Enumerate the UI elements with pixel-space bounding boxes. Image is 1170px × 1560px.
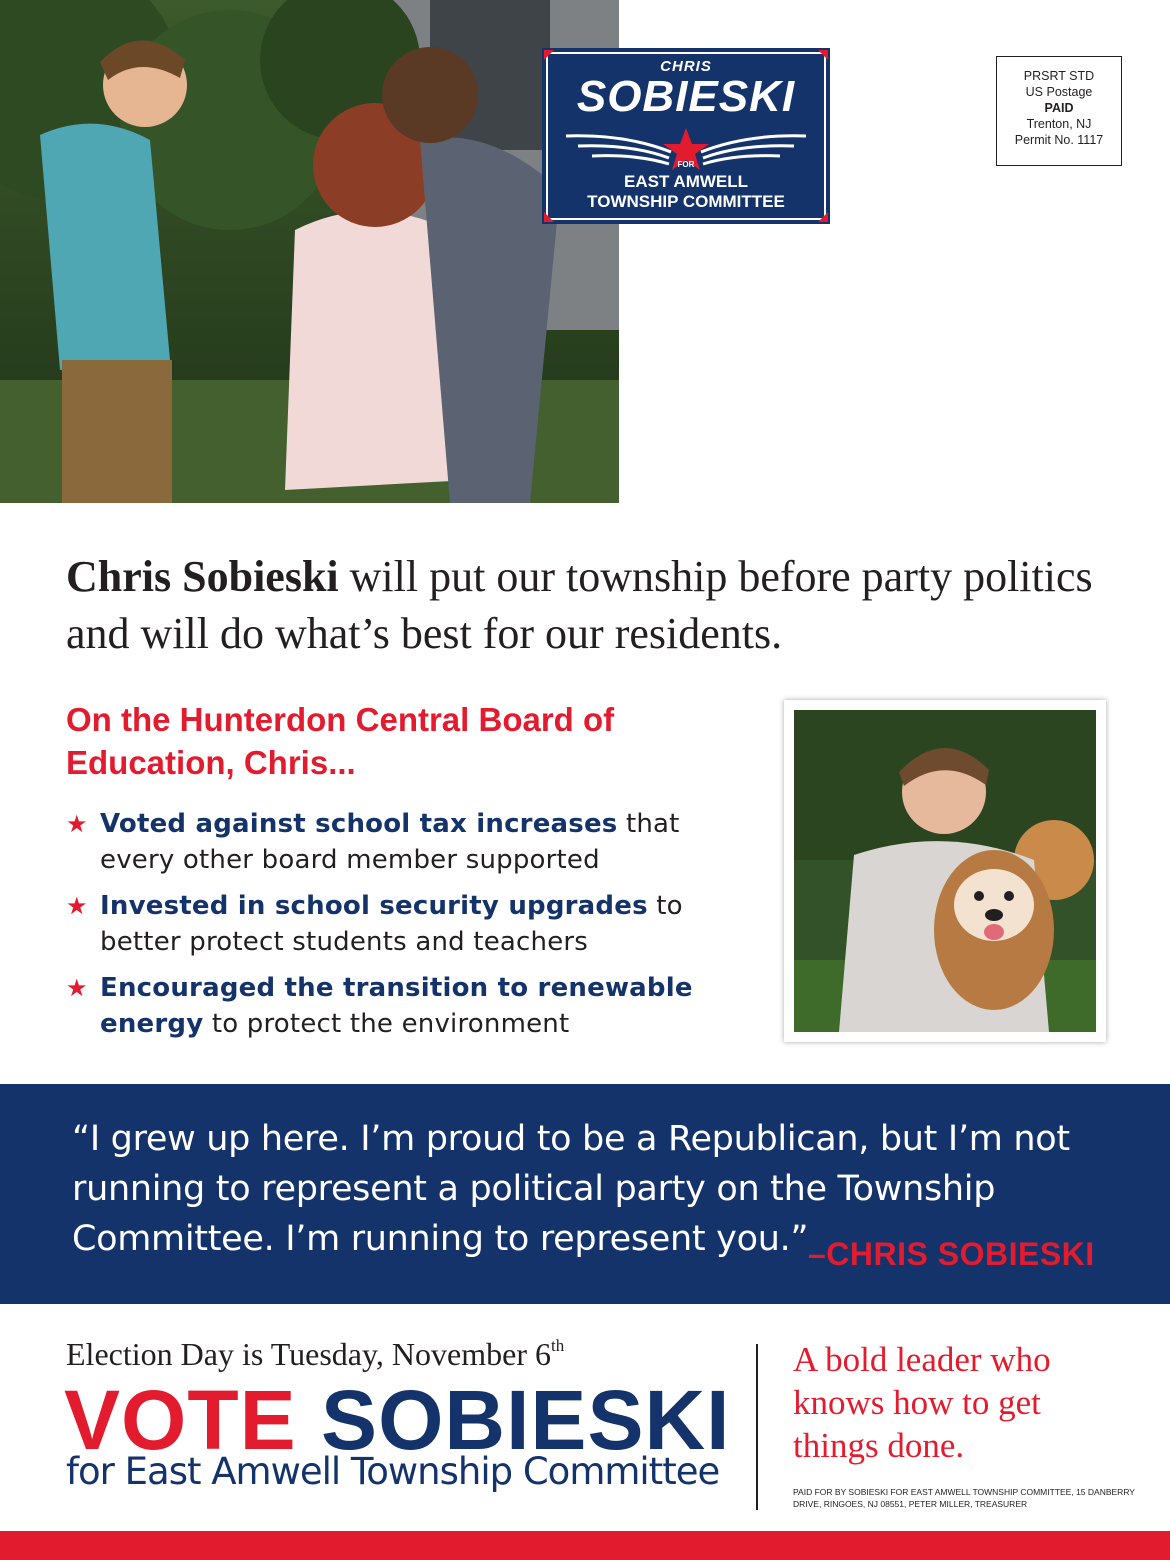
indicia-line1: PRSRT STD xyxy=(1023,69,1095,83)
quote-text: “I grew up here. I’m proud to be a Republican, but I’m not running to represent a political party on the Township Committee. I’m running to represent you.” xyxy=(72,1119,1070,1259)
list-item xyxy=(66,970,746,1042)
indicia-line3: PAID xyxy=(1044,101,1074,115)
headline xyxy=(66,548,1136,662)
indicia-line2: US Postage xyxy=(1025,85,1093,99)
hero-photo xyxy=(0,0,619,503)
logo-first-name: CHRIS xyxy=(660,58,712,75)
vote-name: SOBIESKI xyxy=(321,1373,731,1467)
star-icon: ★ xyxy=(66,892,88,920)
star-icon: ★ xyxy=(66,974,88,1002)
accomplishment-list xyxy=(66,806,746,1052)
logo-last-name: SOBIESKI xyxy=(576,72,796,121)
logo-for: FOR xyxy=(677,160,695,169)
logo-line2: TOWNSHIP COMMITTEE xyxy=(587,192,785,211)
headline-name: Chris Sobieski xyxy=(66,552,339,601)
star-icon: ★ xyxy=(66,810,88,838)
vote-word: VOTE xyxy=(64,1373,297,1467)
item-rest: that every other board member supported xyxy=(100,809,680,875)
paid-for-disclaimer: PAID FOR BY SOBIESKI FOR EAST AMWELL TOWNSHIP COMMITTEE, 15 DANBERRY DRIVE, RINGOES, NJ 08551, PETER MILLER, TREASURER xyxy=(793,1487,1135,1509)
item-rest: to better protect students and teachers xyxy=(100,891,683,957)
quote-attribution: –CHRIS SOBIESKI xyxy=(808,1236,1095,1272)
item-rest: to protect the environment xyxy=(203,1009,570,1039)
election-day-suffix: th xyxy=(550,1336,565,1355)
logo-line1: EAST AMWELL xyxy=(623,172,749,191)
election-day xyxy=(66,1336,564,1373)
candidate-dog-photo xyxy=(784,700,1106,1042)
campaign-logo xyxy=(542,48,830,224)
item-strong: Encouraged the transition to renewable energy xyxy=(100,973,693,1039)
postage-indicia xyxy=(996,56,1122,166)
indicia-line5: Permit No. 1117 xyxy=(1014,133,1104,147)
item-strong: Voted against school tax increases xyxy=(100,809,618,839)
for-line: for East Amwell Township Committee xyxy=(66,1450,720,1493)
indicia-line4: Trenton, NJ xyxy=(1026,117,1092,131)
item-strong: Invested in school security upgrades xyxy=(100,891,648,921)
divider xyxy=(756,1344,758,1510)
bottom-bar xyxy=(0,1531,1170,1560)
list-item xyxy=(66,888,746,960)
election-day-text: Election Day is Tuesday, November 6 xyxy=(66,1336,551,1372)
list-item xyxy=(66,806,746,878)
board-title: On the Hunterdon Central Board of Education, Chris... xyxy=(66,701,615,781)
tagline: A bold leader who knows how to get things done. xyxy=(793,1340,1051,1465)
headline-rest: will put our township before party politics and will do what’s best for our residents. xyxy=(66,552,1093,658)
